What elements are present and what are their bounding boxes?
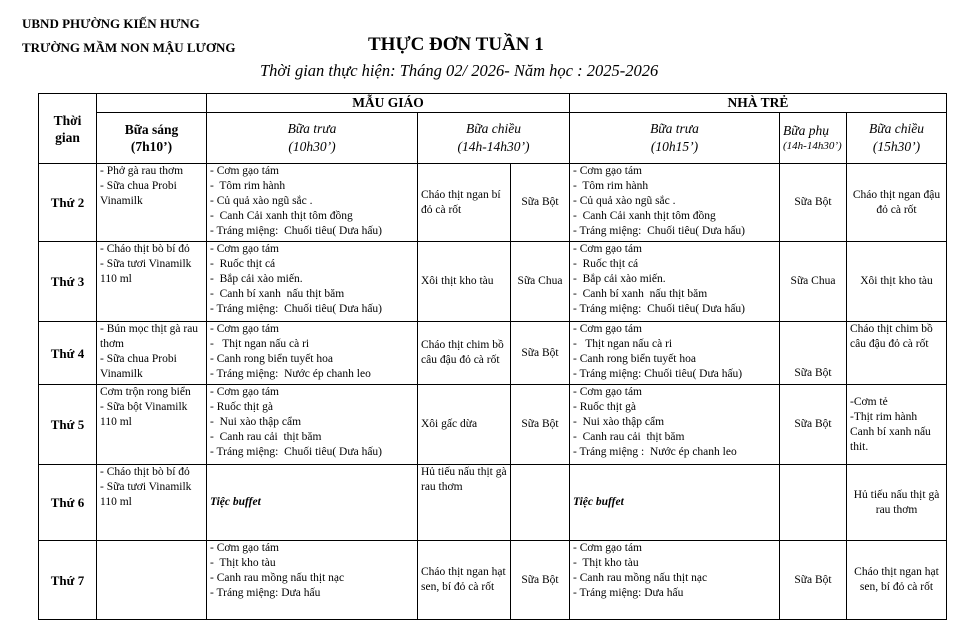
menu-line: - Tráng miệng: Chuối tiêu( Dưa hấu) xyxy=(573,303,746,315)
menu-line: - Ruốc thịt gà xyxy=(573,401,636,413)
menu-line: -Cơm tẻ xyxy=(850,395,888,408)
menu-line: - Cơm gạo tám xyxy=(210,243,279,255)
menu-line: - Canh Cải xanh thịt tôm đồng xyxy=(573,210,716,222)
menu-line: - Canh rau mồng nấu thịt nạc xyxy=(210,572,345,584)
menu-row xyxy=(39,385,947,465)
nt-snack-cell: Sữa Bột xyxy=(780,164,847,242)
header-nt-lunch: Bữa trưa (10h15’) xyxy=(570,113,780,164)
mg-afternoon-cell: Xôi thịt kho tàu xyxy=(418,242,511,322)
nt-afternoon-cell: Hủ tiếu nấu thịt gà rau thơm xyxy=(847,465,947,541)
menu-line: - Tráng miệng: Chuối tiêu( Dưa hấu) xyxy=(573,225,746,237)
menu-line: - Tráng miệng: Nước ép chanh leo xyxy=(210,368,371,380)
nt-snack-cell: Sữa Bột xyxy=(780,385,847,465)
menu-line: - Bún mọc thịt gà rau thơm xyxy=(100,323,199,350)
page-title: THỰC ĐƠN TUẦN 1 xyxy=(368,34,544,55)
mg-milk-cell: Sữa Bột xyxy=(511,322,570,385)
menu-line: Canh bí xanh nấu thit. xyxy=(850,425,931,453)
menu-line: - Canh rong biển tuyết hoa xyxy=(573,353,696,365)
special-menu: Tiệc buffet xyxy=(573,496,624,508)
menu-line: - Sữa tươi Vinamilk 110 ml xyxy=(100,481,192,508)
menu-line: -Thịt rim hành xyxy=(850,410,918,423)
mg-milk-cell xyxy=(511,465,570,541)
day-label: Thứ 6 xyxy=(39,465,97,541)
menu-line: - Sữa chua Probi Vinamilk xyxy=(100,353,177,380)
header-mau-giao: MẪU GIÁO xyxy=(207,94,570,113)
menu-line: - Cơm gạo tám xyxy=(573,323,642,335)
mg-lunch-cell xyxy=(207,385,418,465)
menu-line: - Cơm gạo tám xyxy=(573,243,642,255)
nt-lunch-cell xyxy=(570,465,780,541)
menu-line: - Tráng miệng : Nước ép chanh leo xyxy=(573,446,737,458)
menu-line: - Canh rau mồng nấu thịt nạc xyxy=(573,572,708,584)
mg-milk-cell: Sữa Bột xyxy=(511,385,570,465)
page-subtitle: Thời gian thực hiện: Tháng 02/ 2026- Năm học : 2025-2026 xyxy=(260,61,659,80)
menu-line: - Thịt kho tàu xyxy=(573,557,639,569)
header-breakfast: Bữa sáng (7h10’) xyxy=(97,113,207,164)
menu-line: - Tráng miệng: Dưa hấu xyxy=(573,587,684,599)
nt-lunch-cell xyxy=(570,541,780,620)
nt-lunch-cell xyxy=(570,322,780,385)
mg-lunch-cell xyxy=(207,322,418,385)
mg-lunch-cell xyxy=(207,465,418,541)
menu-line: - Tráng miệng: Dưa hấu xyxy=(210,587,321,599)
nt-afternoon-cell: Cháo thịt ngan đậu đỏ cà rốt xyxy=(847,164,947,242)
menu-line: - Canh Cải xanh thịt tôm đồng xyxy=(210,210,353,222)
menu-line: - Cơm gạo tám xyxy=(573,386,642,398)
menu-line: - Ruốc thịt cá xyxy=(573,258,639,270)
menu-line: - Thịt ngan nấu cà ri xyxy=(210,338,310,350)
menu-row xyxy=(39,242,947,322)
special-menu: Tiệc buffet xyxy=(210,496,261,508)
menu-line: - Thịt ngan nấu cà ri xyxy=(573,338,673,350)
nt-snack-cell xyxy=(780,465,847,541)
nt-snack-cell: Sữa Bột xyxy=(780,322,847,385)
nt-lunch-cell xyxy=(570,242,780,322)
org-name-line1: UBND PHƯỜNG KIẾN HƯNG xyxy=(22,16,200,31)
menu-line: - Nui xào thập cẩm xyxy=(210,416,302,428)
mg-lunch-cell xyxy=(207,541,418,620)
menu-line: - Cơm gạo tám xyxy=(573,542,642,554)
header-nt-snack: Bữa phụ (14h-14h30’) xyxy=(780,113,847,164)
mg-afternoon-cell: Xôi gấc dừa xyxy=(418,385,511,465)
menu-line: - Cơm gạo tám xyxy=(573,165,642,177)
mg-lunch-cell xyxy=(207,164,418,242)
menu-line: - Ruốc thịt gà xyxy=(210,401,273,413)
menu-line: - Tráng miệng: Chuối tiêu( Dưa hấu) xyxy=(210,446,383,458)
day-label: Thứ 4 xyxy=(39,322,97,385)
breakfast-cell xyxy=(97,465,207,541)
nt-afternoon-cell: Cháo thịt ngan hạt sen, bí đỏ cà rốt xyxy=(847,541,947,620)
breakfast-cell xyxy=(97,385,207,465)
day-label: Thứ 7 xyxy=(39,541,97,620)
menu-line: - Cháo thịt bò bí đỏ xyxy=(100,466,190,478)
menu-line: - Ruốc thịt cá xyxy=(210,258,276,270)
menu-row xyxy=(39,541,947,620)
menu-line: - Canh bí xanh nấu thịt băm xyxy=(573,288,708,300)
day-label: Thứ 3 xyxy=(39,242,97,322)
menu-line: - Cơm gạo tám xyxy=(210,323,279,335)
mg-milk-cell: Sữa Bột xyxy=(511,164,570,242)
header-nt-afternoon: Bữa chiều (15h30’) xyxy=(847,113,947,164)
mg-milk-cell: Sữa Bột xyxy=(511,541,570,620)
header-mg-lunch: Bữa trưa (10h30’) xyxy=(207,113,418,164)
menu-line: - Cơm gạo tám xyxy=(210,542,279,554)
menu-line: - Sữa tươi Vinamilk 110 ml xyxy=(100,258,192,285)
nt-snack-cell: Sữa Bột xyxy=(780,541,847,620)
breakfast-cell xyxy=(97,541,207,620)
menu-line: - Sữa chua Probi Vinamilk xyxy=(100,180,177,207)
menu-line: - Bắp cải xào miến. xyxy=(210,273,303,285)
menu-line: - Tráng miệng: Chuối tiêu( Dưa hấu) xyxy=(573,368,743,380)
nt-lunch-cell xyxy=(570,385,780,465)
menu-line: - Tráng miệng: Chuối tiêu( Dưa hấu) xyxy=(210,225,383,237)
menu-line: - Phở gà rau thơm xyxy=(100,165,184,177)
mg-lunch-cell xyxy=(207,242,418,322)
menu-line: - Canh rau cải thịt băm xyxy=(210,431,322,443)
menu-line: - Tôm rim hành xyxy=(573,180,649,192)
mg-milk-cell: Sữa Chua xyxy=(511,242,570,322)
menu-line: - Cơm gạo tám xyxy=(210,165,279,177)
menu-row xyxy=(39,465,947,541)
nt-lunch-cell xyxy=(570,164,780,242)
nt-afternoon-cell xyxy=(847,385,947,465)
menu-line: - Sữa bột Vinamilk 110 ml xyxy=(100,401,188,428)
menu-line: - Cháo thịt bò bí đỏ xyxy=(100,243,190,255)
mg-afternoon-cell: Hủ tiếu nấu thịt gà rau thơm xyxy=(418,465,511,541)
menu-line: - Canh rau cải thịt băm xyxy=(573,431,685,443)
menu-table xyxy=(38,93,947,620)
org-name-line2: TRƯỜNG MẦM NON MẬU LƯƠNG xyxy=(22,40,236,55)
header-nha-tre: NHÀ TRẺ xyxy=(570,94,947,113)
menu-line: - Cơm gạo tám xyxy=(210,386,279,398)
mg-afternoon-cell: Cháo thịt ngan hạt sen, bí đỏ cà rốt xyxy=(418,541,511,620)
day-label: Thứ 5 xyxy=(39,385,97,465)
menu-line: - Củ quả xào ngũ sắc . xyxy=(210,195,313,207)
menu-line: - Củ quả xào ngũ sắc . xyxy=(573,195,676,207)
menu-row xyxy=(39,322,947,385)
menu-line: - Canh bí xanh nấu thịt băm xyxy=(210,288,345,300)
breakfast-cell xyxy=(97,164,207,242)
breakfast-cell xyxy=(97,322,207,385)
nt-snack-cell: Sữa Chua xyxy=(780,242,847,322)
mg-afternoon-cell: Cháo thịt chim bồ câu đậu đỏ cà rốt xyxy=(418,322,511,385)
menu-line: - Tôm rim hành xyxy=(210,180,286,192)
breakfast-cell xyxy=(97,242,207,322)
mg-afternoon-cell: Cháo thịt ngan bí đỏ cà rốt xyxy=(418,164,511,242)
header-mg-afternoon: Bữa chiều (14h-14h30’) xyxy=(418,113,570,164)
header-time: Thời gian xyxy=(39,94,97,164)
day-label: Thứ 2 xyxy=(39,164,97,242)
nt-afternoon-cell: Cháo thịt chim bồ câu đậu đỏ cà rốt xyxy=(847,322,947,385)
menu-row xyxy=(39,164,947,242)
menu-line: - Bắp cải xào miến. xyxy=(573,273,666,285)
menu-line: - Thịt kho tàu xyxy=(210,557,276,569)
menu-line: - Tráng miệng: Chuối tiêu( Dưa hấu) xyxy=(210,303,383,315)
menu-line: - Nui xào thập cẩm xyxy=(573,416,665,428)
menu-line: Cơm trộn rong biển xyxy=(100,386,191,398)
menu-line: - Canh rong biển tuyết hoa xyxy=(210,353,333,365)
nt-afternoon-cell: Xôi thịt kho tàu xyxy=(847,242,947,322)
